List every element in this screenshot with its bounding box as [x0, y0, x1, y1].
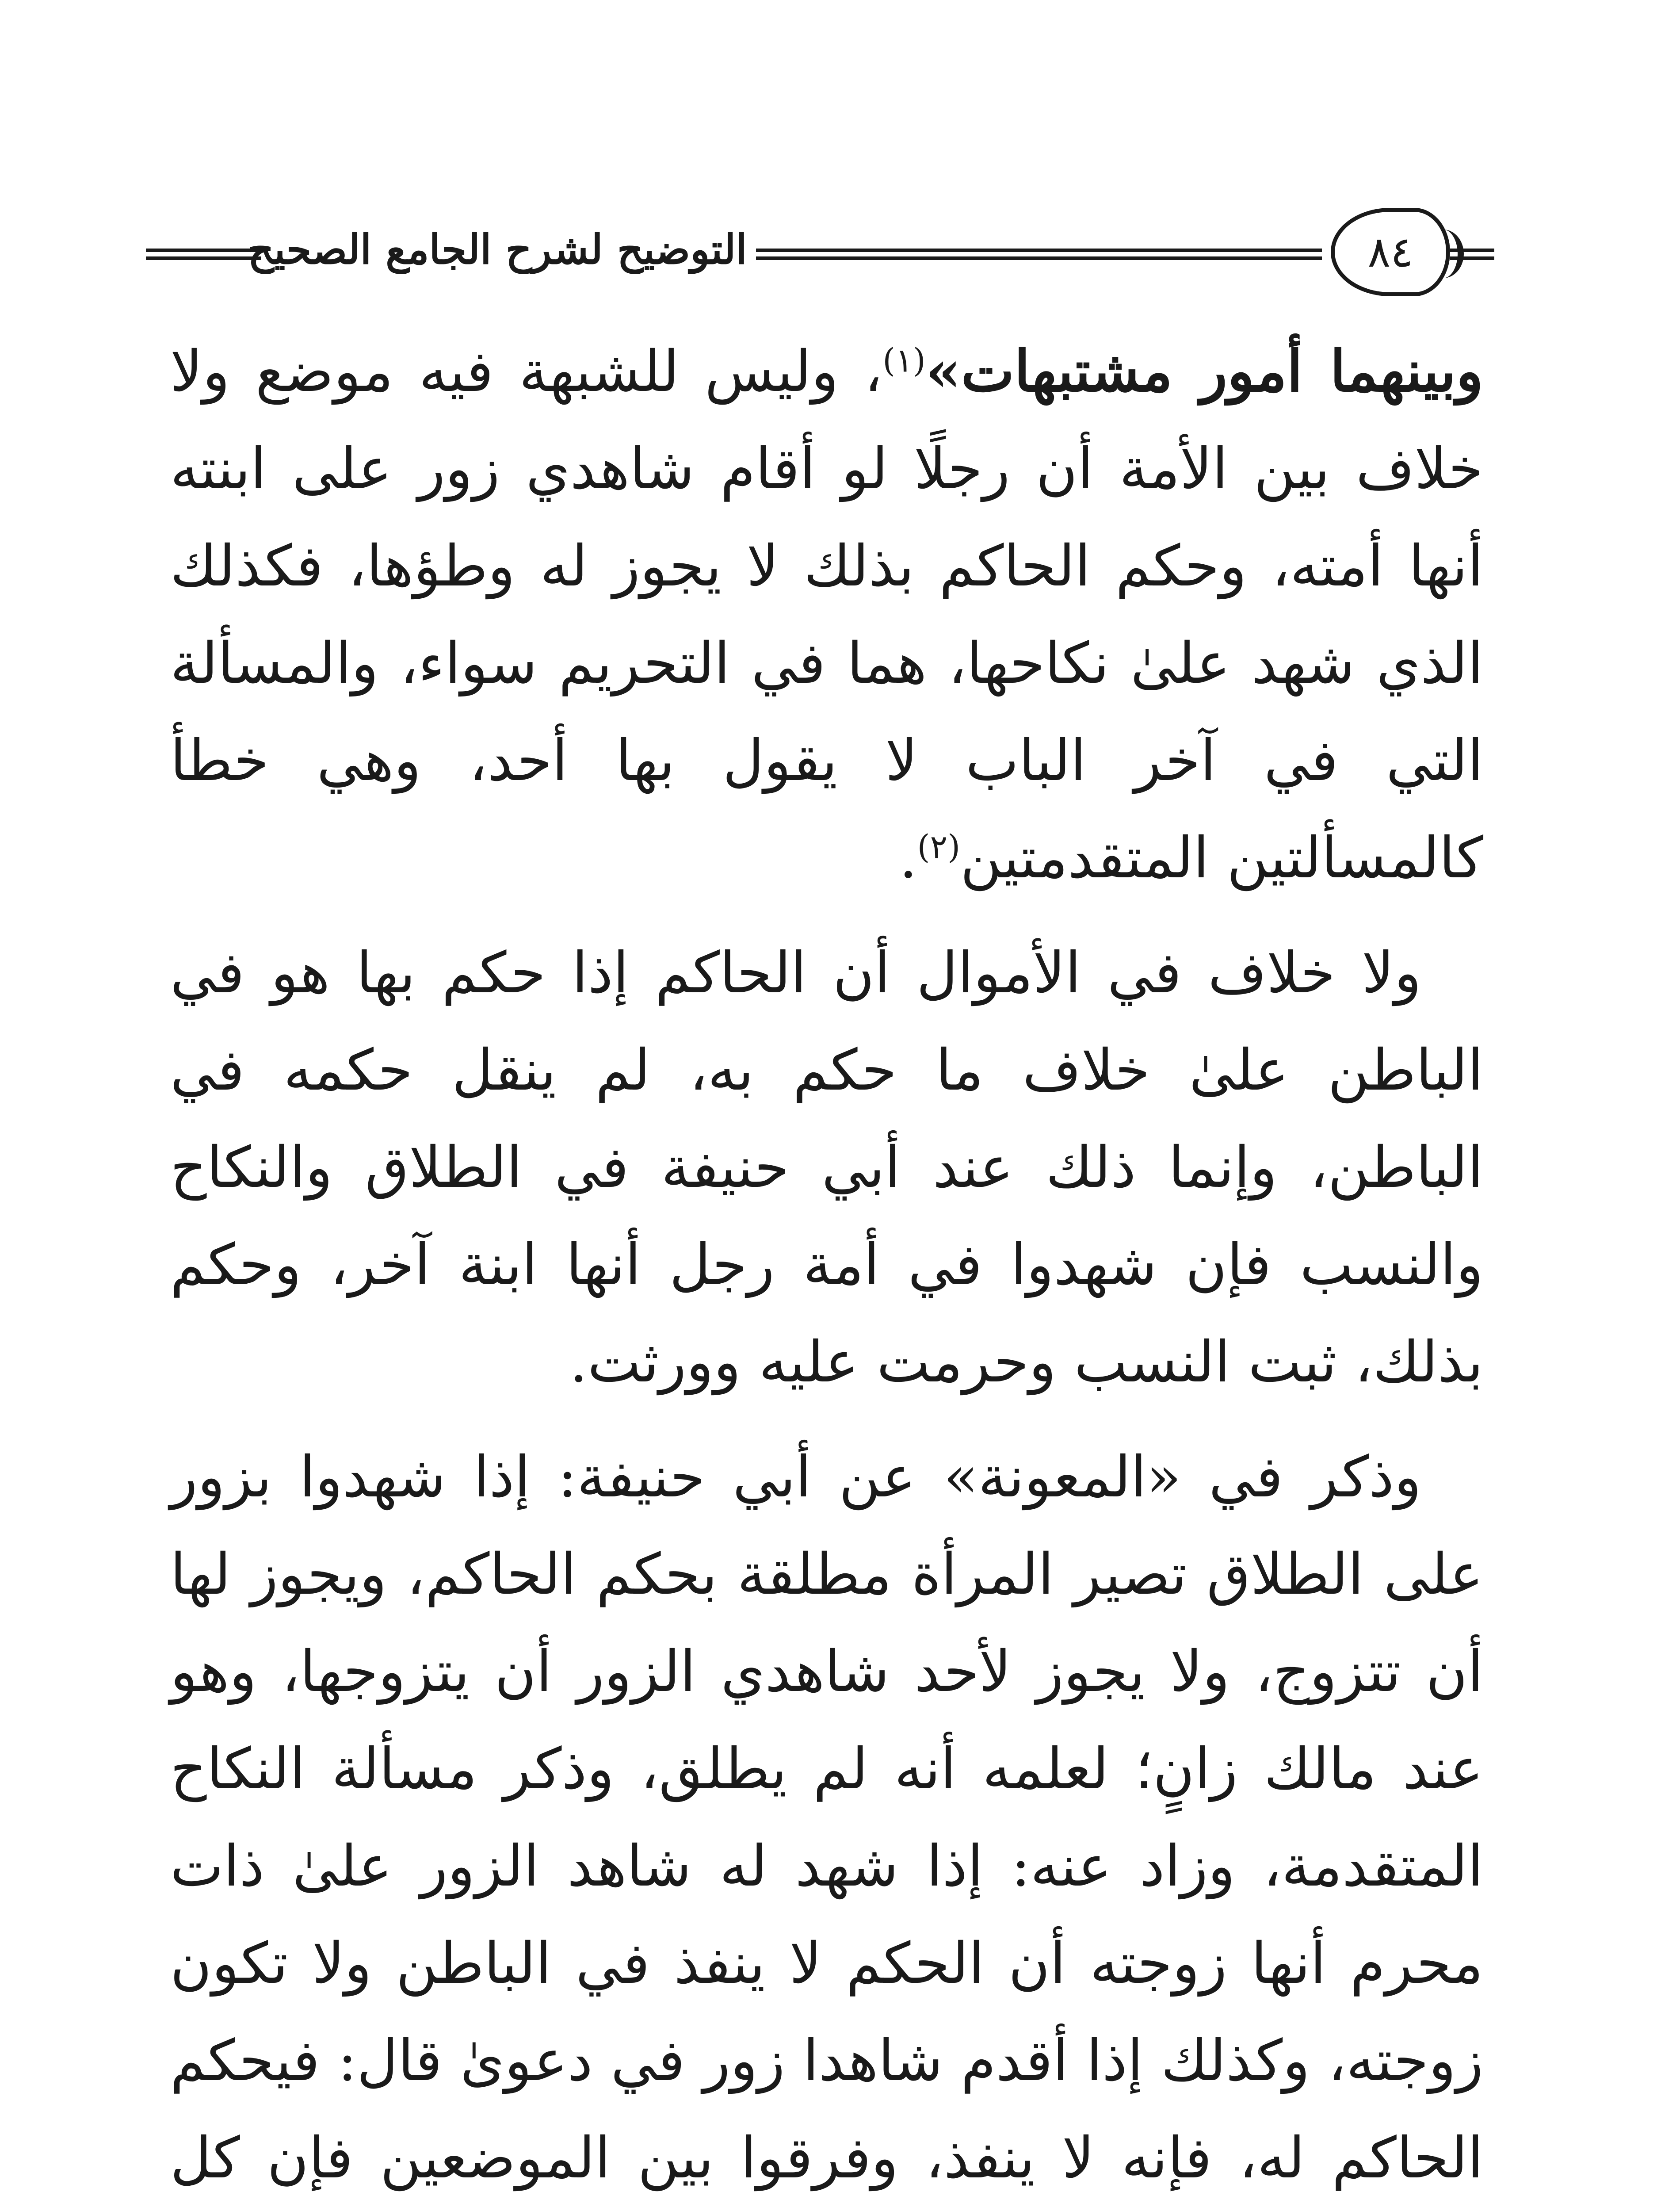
- header-rule-right: [1450, 249, 1494, 260]
- footnote-ref-2[interactable]: (٢): [917, 828, 961, 866]
- paragraph-1-end: .: [899, 825, 917, 891]
- header-title: التوضيح لشرح الجامع الصحيح: [248, 226, 747, 273]
- header-rule-left: [146, 249, 261, 260]
- main-text: [170, 323, 1483, 2211]
- quoted-phrase: وبينهما أمور مشتبهات»: [925, 338, 1484, 405]
- paragraph-1: [170, 323, 1483, 907]
- paragraph-2: ولا خلاف في الأموال أن الحاكم إذا حكم بها هو في الباطن علىٰ خلاف ما حكم به، لم ينقل حكمه في الباطن، وإنما ذلك عند أبي حنيفة في الطلاق والنكاح والنسب فإن شهدوا في أمة رجل أنها ابنة آخر، وحكم بذلك، ثبت النسب وحرمت عليه وورثت.: [170, 940, 1483, 1395]
- paragraph-3: وذكر في «المعونة» عن أبي حنيفة: إذا شهدوا بزور على الطلاق تصير المرأة مطلقة بحكم الحاكم، ويجوز لها أن تتزوج، ولا يجوز لأحد شاهدي الزور أن يتزوجها، وهو عند مالك زانٍ؛ لعلمه أنه لم يطلق، وذكر مسألة النكاح المتقدمة، وزاد عنه: إذا شهد له شاهد الزور علىٰ ذات محرم أنها زوجته أن الحكم لا ينفذ في الباطن ولا تكون زوجته، وكذلك إذا أقدم شاهدا زور في دعوىٰ قال: فيحكم الحاكم له، فإنه لا ينفذ، وفرقوا بين الموضعين فإن كل: [170, 1444, 1484, 2191]
- running-header: [146, 208, 1494, 301]
- header-rule-middle: [756, 249, 1322, 260]
- footnote-ref-1[interactable]: (١): [882, 341, 926, 380]
- page-number-badge: [1331, 208, 1450, 296]
- paragraph-1-text: ، وليس للشبهة فيه موضع ولا خلاف بين الأمة أن رجلًا لو أقام شاهدي زور على ابنته أنها أمته، وحكم الحاكم بذلك لا يجوز له وطؤها، فكذلك الذي شهد علىٰ نكاحها، هما في التحريم سواء، والمسألة التي في آخر الباب لا يقول بها أحد، وهي خطأ كالمسألتين المتقدمتين: [170, 339, 1484, 891]
- page-number: ٨٤: [1367, 227, 1413, 277]
